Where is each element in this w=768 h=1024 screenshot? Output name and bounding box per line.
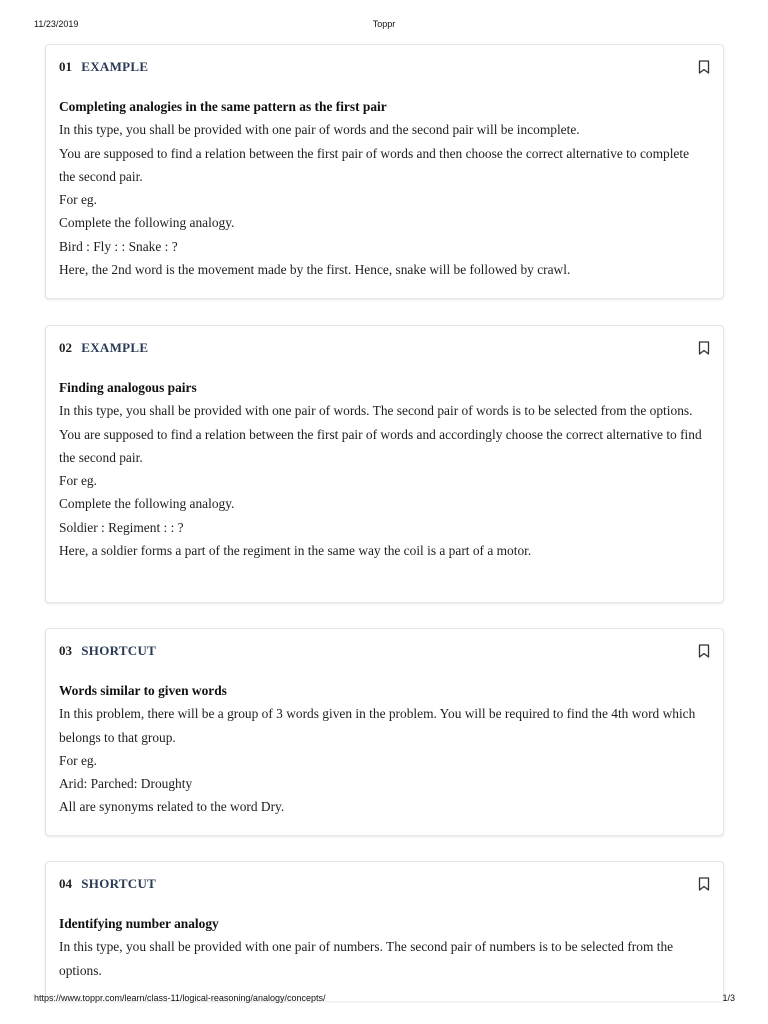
- card-line: In this type, you shall be provided with one pair of words. The second pair of words is to be selected from the options.: [59, 403, 693, 419]
- bookmark-icon[interactable]: [698, 60, 710, 74]
- print-header: [0, 19, 768, 33]
- concept-card: [45, 44, 724, 299]
- card-line: For eg.: [59, 752, 97, 768]
- bookmark-icon[interactable]: [698, 644, 710, 658]
- card-body: [59, 679, 705, 819]
- bookmark-icon[interactable]: [698, 877, 710, 891]
- card-number: 02: [59, 340, 72, 355]
- card-line: Here, the 2nd word is the movement made by the first. Hence, snake will be followed by crawl.: [59, 262, 571, 278]
- card-header: [59, 641, 710, 661]
- bookmark-icon[interactable]: [698, 341, 710, 355]
- card-line: You are supposed to find a relation between the first pair of words and then choose the correct alternative to complete the second pair.: [59, 145, 690, 184]
- concept-card: [45, 325, 724, 603]
- card-line: Complete the following analogy.: [59, 496, 235, 512]
- card-header: [59, 338, 710, 358]
- card-line: All are synonyms related to the word Dry.: [59, 799, 285, 815]
- print-footer: [0, 993, 768, 1007]
- card-line: In this problem, there will be a group of 3 words given in the problem. You will be required to find the 4th word which belongs to that group.: [59, 706, 696, 745]
- card-number: 01: [59, 59, 72, 74]
- print-title: Toppr: [372, 19, 396, 29]
- card-line: In this type, you shall be provided with one pair of numbers. The second pair of numbers is to be selected from the options.: [59, 939, 674, 978]
- card-line: You are supposed to find a relation between the first pair of words and accordingly choose the correct alternative to find the second pair.: [59, 426, 702, 465]
- print-url: https://www.toppr.com/learn/class-11/logical-reasoning/analogy/concepts/: [34, 993, 326, 1003]
- card-body: [59, 376, 705, 562]
- card-line: Arid: Parched: Droughty: [59, 776, 193, 792]
- card-tag: EXAMPLE: [81, 59, 149, 74]
- page-number: 1/3: [722, 993, 735, 1003]
- card-line: Here, a soldier forms a part of the regiment in the same way the coil is a part of a motor.: [59, 543, 532, 559]
- card-heading: Identifying number analogy: [59, 916, 219, 931]
- card-line: Complete the following analogy.: [59, 215, 235, 231]
- card-number: 04: [59, 876, 72, 891]
- card-tag: SHORTCUT: [81, 876, 157, 891]
- card-line: Soldier : Regiment : : ?: [59, 519, 184, 535]
- card-body: [59, 95, 705, 281]
- concept-card: [45, 861, 724, 1001]
- card-line: Bird : Fly : : Snake : ?: [59, 238, 178, 254]
- card-heading: Words similar to given words: [59, 683, 227, 698]
- card-body: [59, 912, 705, 982]
- card-line: For eg.: [59, 192, 97, 208]
- card-line: For eg.: [59, 473, 97, 489]
- card-heading: Completing analogies in the same pattern as the first pair: [59, 99, 387, 114]
- print-date: 11/23/2019: [34, 19, 79, 29]
- card-tag: EXAMPLE: [81, 340, 149, 355]
- card-heading: Finding analogous pairs: [59, 380, 197, 395]
- card-number: 03: [59, 643, 72, 658]
- card-header: [59, 57, 710, 77]
- card-line: In this type, you shall be provided with one pair of words and the second pair will be incomplete.: [59, 122, 580, 138]
- card-header: [59, 874, 710, 894]
- concept-card: [45, 628, 724, 836]
- card-tag: SHORTCUT: [81, 643, 157, 658]
